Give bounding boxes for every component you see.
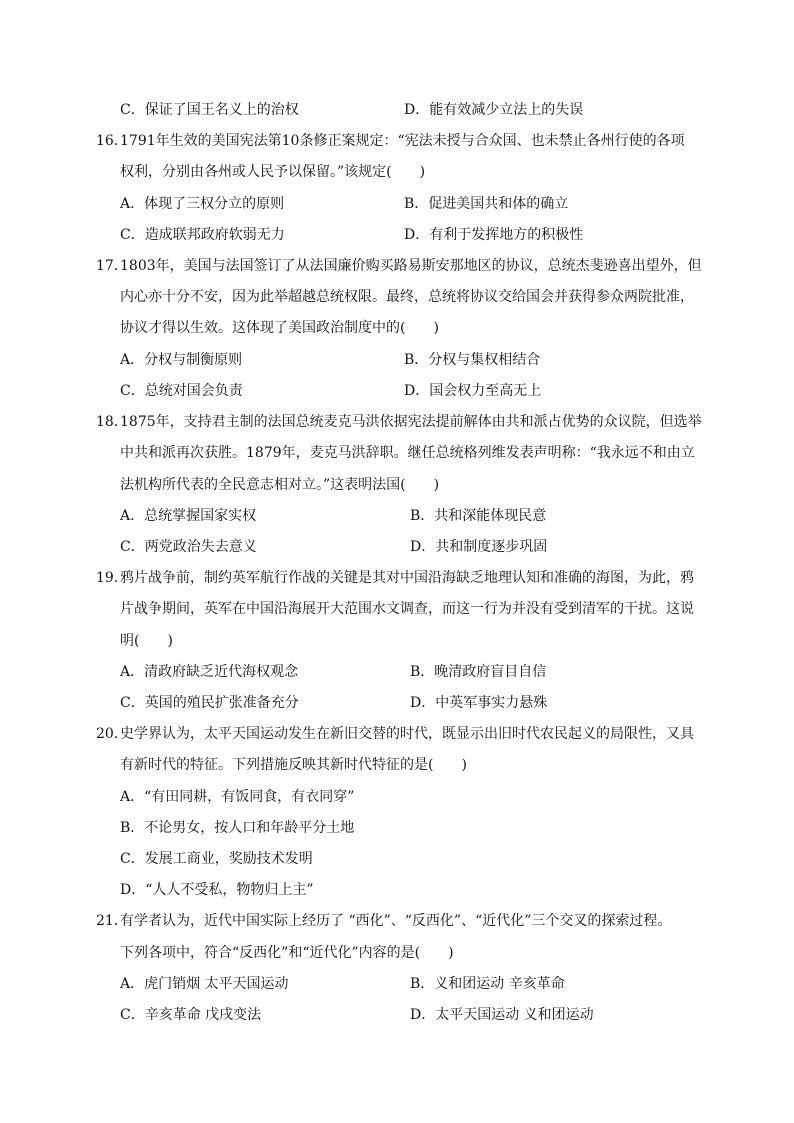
question-20-option-d-row [0,877,794,903]
question-21-text-1: 有学者认为，近代中国实际上经历了 “西化”、“反西化”、“近代化”三个交叉的探索过程。 [120,913,672,929]
question-16-options-row-1 [0,191,794,217]
question-17-line-2 [0,284,794,310]
q20-option-b: B．不论男女，按人口和年龄平分土地 [120,820,355,836]
question-18-options-row-1 [0,503,794,529]
q21-option-d: D．太平天国运动 义和团运动 [410,1007,594,1023]
question-16-options-row-2 [0,222,794,248]
question-19-number: 19． [96,570,128,586]
question-17-options-row-1 [0,347,794,373]
question-20-line-1 [0,721,794,747]
question-19-line-3 [0,628,794,654]
question-16-number: 16． [96,133,128,149]
q21-option-a: A．虎门销烟 太平天国运动 [120,976,289,992]
q21-option-c: C．辛亥革命 戊戌变法 [120,1007,262,1023]
question-18-text-1: 1875年，支持君主制的法国总统麦克马洪依据宪法提前解体由共和派占优势的众议院，但选举 [120,414,702,430]
q16-option-a: A．体现了三权分立的原则 [120,196,285,212]
question-20-option-a-row [0,784,794,810]
q20-option-d: D．“人人不受私，物物归上主” [120,882,314,898]
question-19-line-2 [0,596,794,622]
question-18-text-3: 法机构所代表的全民意志相对立。”这表明法国( ) [120,477,440,493]
q19-option-d: D．中英军事实力悬殊 [410,695,548,711]
question-18-text-2: 中共和派再次获胜。1879年，麦克马洪辞职。继任总统格列维发表声明称：“我永远不和由立 [120,445,695,461]
q15-option-d: D．能有效减少立法上的失误 [404,102,584,118]
question-19-text-1: 鸦片战争前，制约英军航行作战的关键是其对中国沿海缺乏地理认知和准确的海图，为此，鸦 [120,570,694,586]
question-19-options-row-1 [0,659,794,685]
question-19-options-row-2 [0,690,794,716]
question-17-text-2: 内心亦十分不安，因为此举超越总统权限。最终，总统将协议交给国会并获得参众两院批准， [120,289,694,305]
question-16-line-2 [0,159,794,185]
question-21-number: 21． [96,913,128,929]
q17-option-b: B．分权与集权相结合 [404,352,541,368]
q17-option-c: C．总统对国会负责 [120,383,243,399]
question-20-option-b-row [0,815,794,841]
q16-option-c: C．造成联邦政府软弱无力 [120,227,285,243]
question-21-line-1 [0,908,794,934]
question-20-number: 20． [96,726,128,742]
question-17-options-row-2 [0,378,794,404]
question-17-text-1: 1803年，美国与法国签订了从法国廉价购买路易斯安那地区的协议，总统杰斐逊喜出望外，但 [120,258,702,274]
q18-option-a: A．总统掌握国家实权 [120,508,257,524]
question-21-options-row-2 [0,1002,794,1028]
question-21-options-row-1 [0,971,794,997]
q18-option-d: D．共和制度逐步巩固 [410,539,548,555]
question-17-number: 17． [96,258,128,274]
question-16-text-2: 权利，分别由各州或人民予以保留。”该规定( ) [120,164,426,180]
question-17-line-1 [0,253,794,279]
question-18-line-1 [0,409,794,435]
question-16-line-1 [0,128,794,154]
q21-option-b: B．义和团运动 辛亥革命 [410,976,565,992]
q19-option-b: B．晚清政府盲目自信 [410,664,547,680]
question-21-text-2: 下列各项中，符合“反西化”和“近代化”内容的是( ) [120,945,454,961]
question-19-line-1 [0,565,794,591]
q19-option-c: C．英国的殖民扩张准备充分 [120,695,299,711]
q19-option-a: A．清政府缺乏近代海权观念 [120,664,299,680]
question-18-number: 18． [96,414,128,430]
q18-option-b: B．共和深能体现民意 [410,508,547,524]
q15-option-c: C．保证了国王名义上的治权 [120,102,299,118]
question-18-line-2 [0,440,794,466]
question-20-text-2: 有新时代的特征。下列措施反映其新时代特征的是( ) [120,757,467,773]
question-20-line-2 [0,752,794,778]
q20-option-a: A．“有田同耕，有饭同食，有衣同穿” [120,789,355,805]
question-19-text-3: 明( ) [120,633,173,649]
question-19-text-2: 片战争期间，英军在中国沿海展开大范围水文调查，而这一行为并没有受到清军的干扰。这说 [120,601,694,617]
question-18-line-3 [0,472,794,498]
q16-option-b: B．促进美国共和体的确立 [404,196,569,212]
question-21-line-2 [0,940,794,966]
question-16-text-1: 1791年生效的美国宪法第10条修正案规定：“宪法未授与合众国、也未禁止各州行使的各项 [120,133,685,149]
question-17-text-3: 协议才得以生效。这体现了美国政治制度中的( ) [120,320,439,336]
question-15-options-row [0,97,794,123]
q20-option-c: C．发展工商业，奖励技术发明 [120,851,313,867]
question-20-option-c-row [0,846,794,872]
q18-option-c: C．两党政治失去意义 [120,539,257,555]
question-20-text-1: 史学界认为，太平天国运动发生在新旧交替的时代，既显示出旧时代农民起义的局限性，又具 [120,726,694,742]
question-17-line-3 [0,315,794,341]
q17-option-d: D．国会权力至高无上 [404,383,542,399]
q17-option-a: A．分权与制衡原则 [120,352,243,368]
q16-option-d: D．有利于发挥地方的积极性 [404,227,584,243]
question-18-options-row-2 [0,534,794,560]
